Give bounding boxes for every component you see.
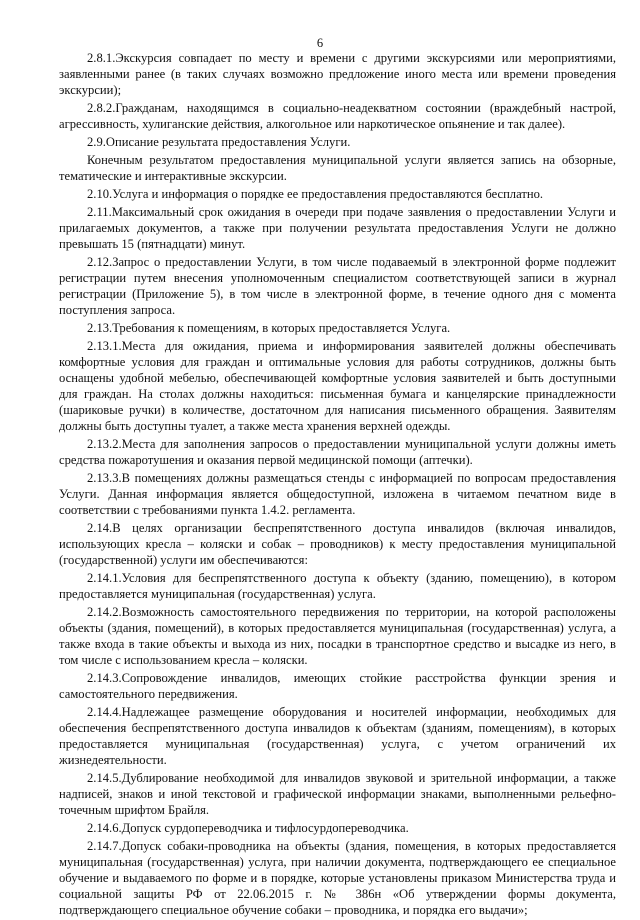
- paragraph-2-8-2: 2.8.2.Гражданам, находящимся в социально-неадекватном состоянии (враждебный настрой, агрессивность, хулиганские действия, алкогольное или наркотическое опьянение и так далее).: [59, 101, 616, 131]
- paragraph-2-14-6: 2.14.6.Допуск сурдопереводчика и тифлосурдопереводчика.: [87, 821, 409, 835]
- page-number: 6: [316, 36, 324, 50]
- paragraph-2-11: 2.11.Максимальный срок ожидания в очереди при подаче заявления о предоставлении Услуги и прилагаемых документов, а также при получении результата предоставления Услуги не должно превышать 15 (пятнадцати) минут.: [59, 205, 616, 251]
- paragraph-2-14-3: 2.14.3.Сопровождение инвалидов, имеющих стойкие расстройства функции зрения и самостоятельного передвижения.: [59, 671, 616, 701]
- paragraph-2-14-4: 2.14.4.Надлежащее размещение оборудования и носителей информации, необходимых для обеспечения беспрепятственного доступа инвалидов к объектам (зданиям, помещениям), в которых предоставляется муниципальная (государственная) услуга, с учетом ограничений их жизнедеятельности.: [59, 705, 616, 767]
- paragraph-2-14: 2.14.В целях организации беспрепятственного доступа инвалидов (включая инвалидов, использующих кресла – коляски и собак – проводников) к месту предоставления муниципальной (государственной) услуги им обеспечиваются:: [59, 521, 616, 567]
- paragraph-2-13: 2.13.Требования к помещениям, в которых предоставляется Услуга.: [87, 321, 451, 335]
- paragraph-2-9: 2.9.Описание результата предоставления Услуги.: [87, 135, 351, 149]
- paragraph-2-13-3: 2.13.3.В помещениях должны размещаться стенды с информацией по вопросам предоставления Услуги. Данная информация является общедоступной, изложена в читаемом печатном виде в соответствии с требованиями пункта 1.4.2. регламента.: [59, 471, 616, 517]
- paragraph-2-14-1: 2.14.1.Условия для беспрепятственного доступа к объекту (зданию, помещению), в котором предоставляется муниципальная (государственная) услуга.: [59, 571, 616, 601]
- paragraph-2-14-2: 2.14.2.Возможность самостоятельного передвижения по территории, на которой расположены объекты (здания, помещений), в которых предоставляется муниципальная (государственная) услуга, а также входа в такие объекты и выхода из них, посадки в транспортное средство и высадке из него, в том числе с использованием кресла – коляски.: [59, 605, 616, 667]
- paragraph-2-8-1: 2.8.1.Экскурсия совпадает по месту и времени с другими экскурсиями или мероприятиями, заявленными ранее (в таких случаях возможно предложение иного места или времени проведения экскурсии);: [59, 51, 616, 97]
- paragraph-2-12: 2.12.Запрос о предоставлении Услуги, в том числе подаваемый в электронной форме подлежит регистрации путем внесения уполномоченным специалистом соответствующей записи в журнал регистрации (Приложение 5), в том числе в электронной форме, в течение одного дня с момента поступления запроса.: [59, 255, 616, 317]
- paragraph-2-13-1: 2.13.1.Места для ожидания, приема и информирования заявителей должны обеспечивать комфортные условия для граждан и оптимальные условия для работы сотрудников, должны быть оснащены удобной мебелью, обеспечивающей комфортные условия заявителей и быть доступными для граждан. На столах должны находиться: письменная бумага и канцелярские принадлежности (шариковые ручки) в количестве, достаточном для написания письменного обращения. Заявителям должны быть доступны туалет, а также места хранения верхней одежды.: [59, 339, 616, 433]
- paragraph-2-10: 2.10.Услуга и информация о порядке ее предоставления предоставляются бесплатно.: [87, 187, 544, 201]
- paragraph-2-14-7: 2.14.7.Допуск собаки-проводника на объекты (здания, помещения, в которых предоставляется муниципальная (государственная) услуга, при наличии документа, подтверждающего ее специальное обучение и выдаваемого по форме и в порядке, которые установлены приказом Министерства труда и социальной защиты РФ от 22.06.2015 г. № 386н «Об утверждении формы документа, подтверждающего специальное обучение собаки – проводника, и порядка его выдачи»;: [59, 839, 616, 917]
- document-body: [59, 50, 616, 920]
- paragraph-2-9-result: Конечным результатом предоставления муниципальной услуги является запись на обзорные, тематические и интерактивные экскурсии.: [59, 153, 616, 183]
- paragraph-2-13-2: 2.13.2.Места для заполнения запросов о предоставлении муниципальной услуги должны иметь средства пожаротушения и оказания первой медицинской помощи (аптечки).: [59, 437, 616, 467]
- paragraph-2-14-5: 2.14.5.Дублирование необходимой для инвалидов звуковой и зрительной информации, а также надписей, знаков и иной текстовой и графической информации знаками, выполненными рельефно-точечным шрифтом Брайля.: [59, 771, 616, 817]
